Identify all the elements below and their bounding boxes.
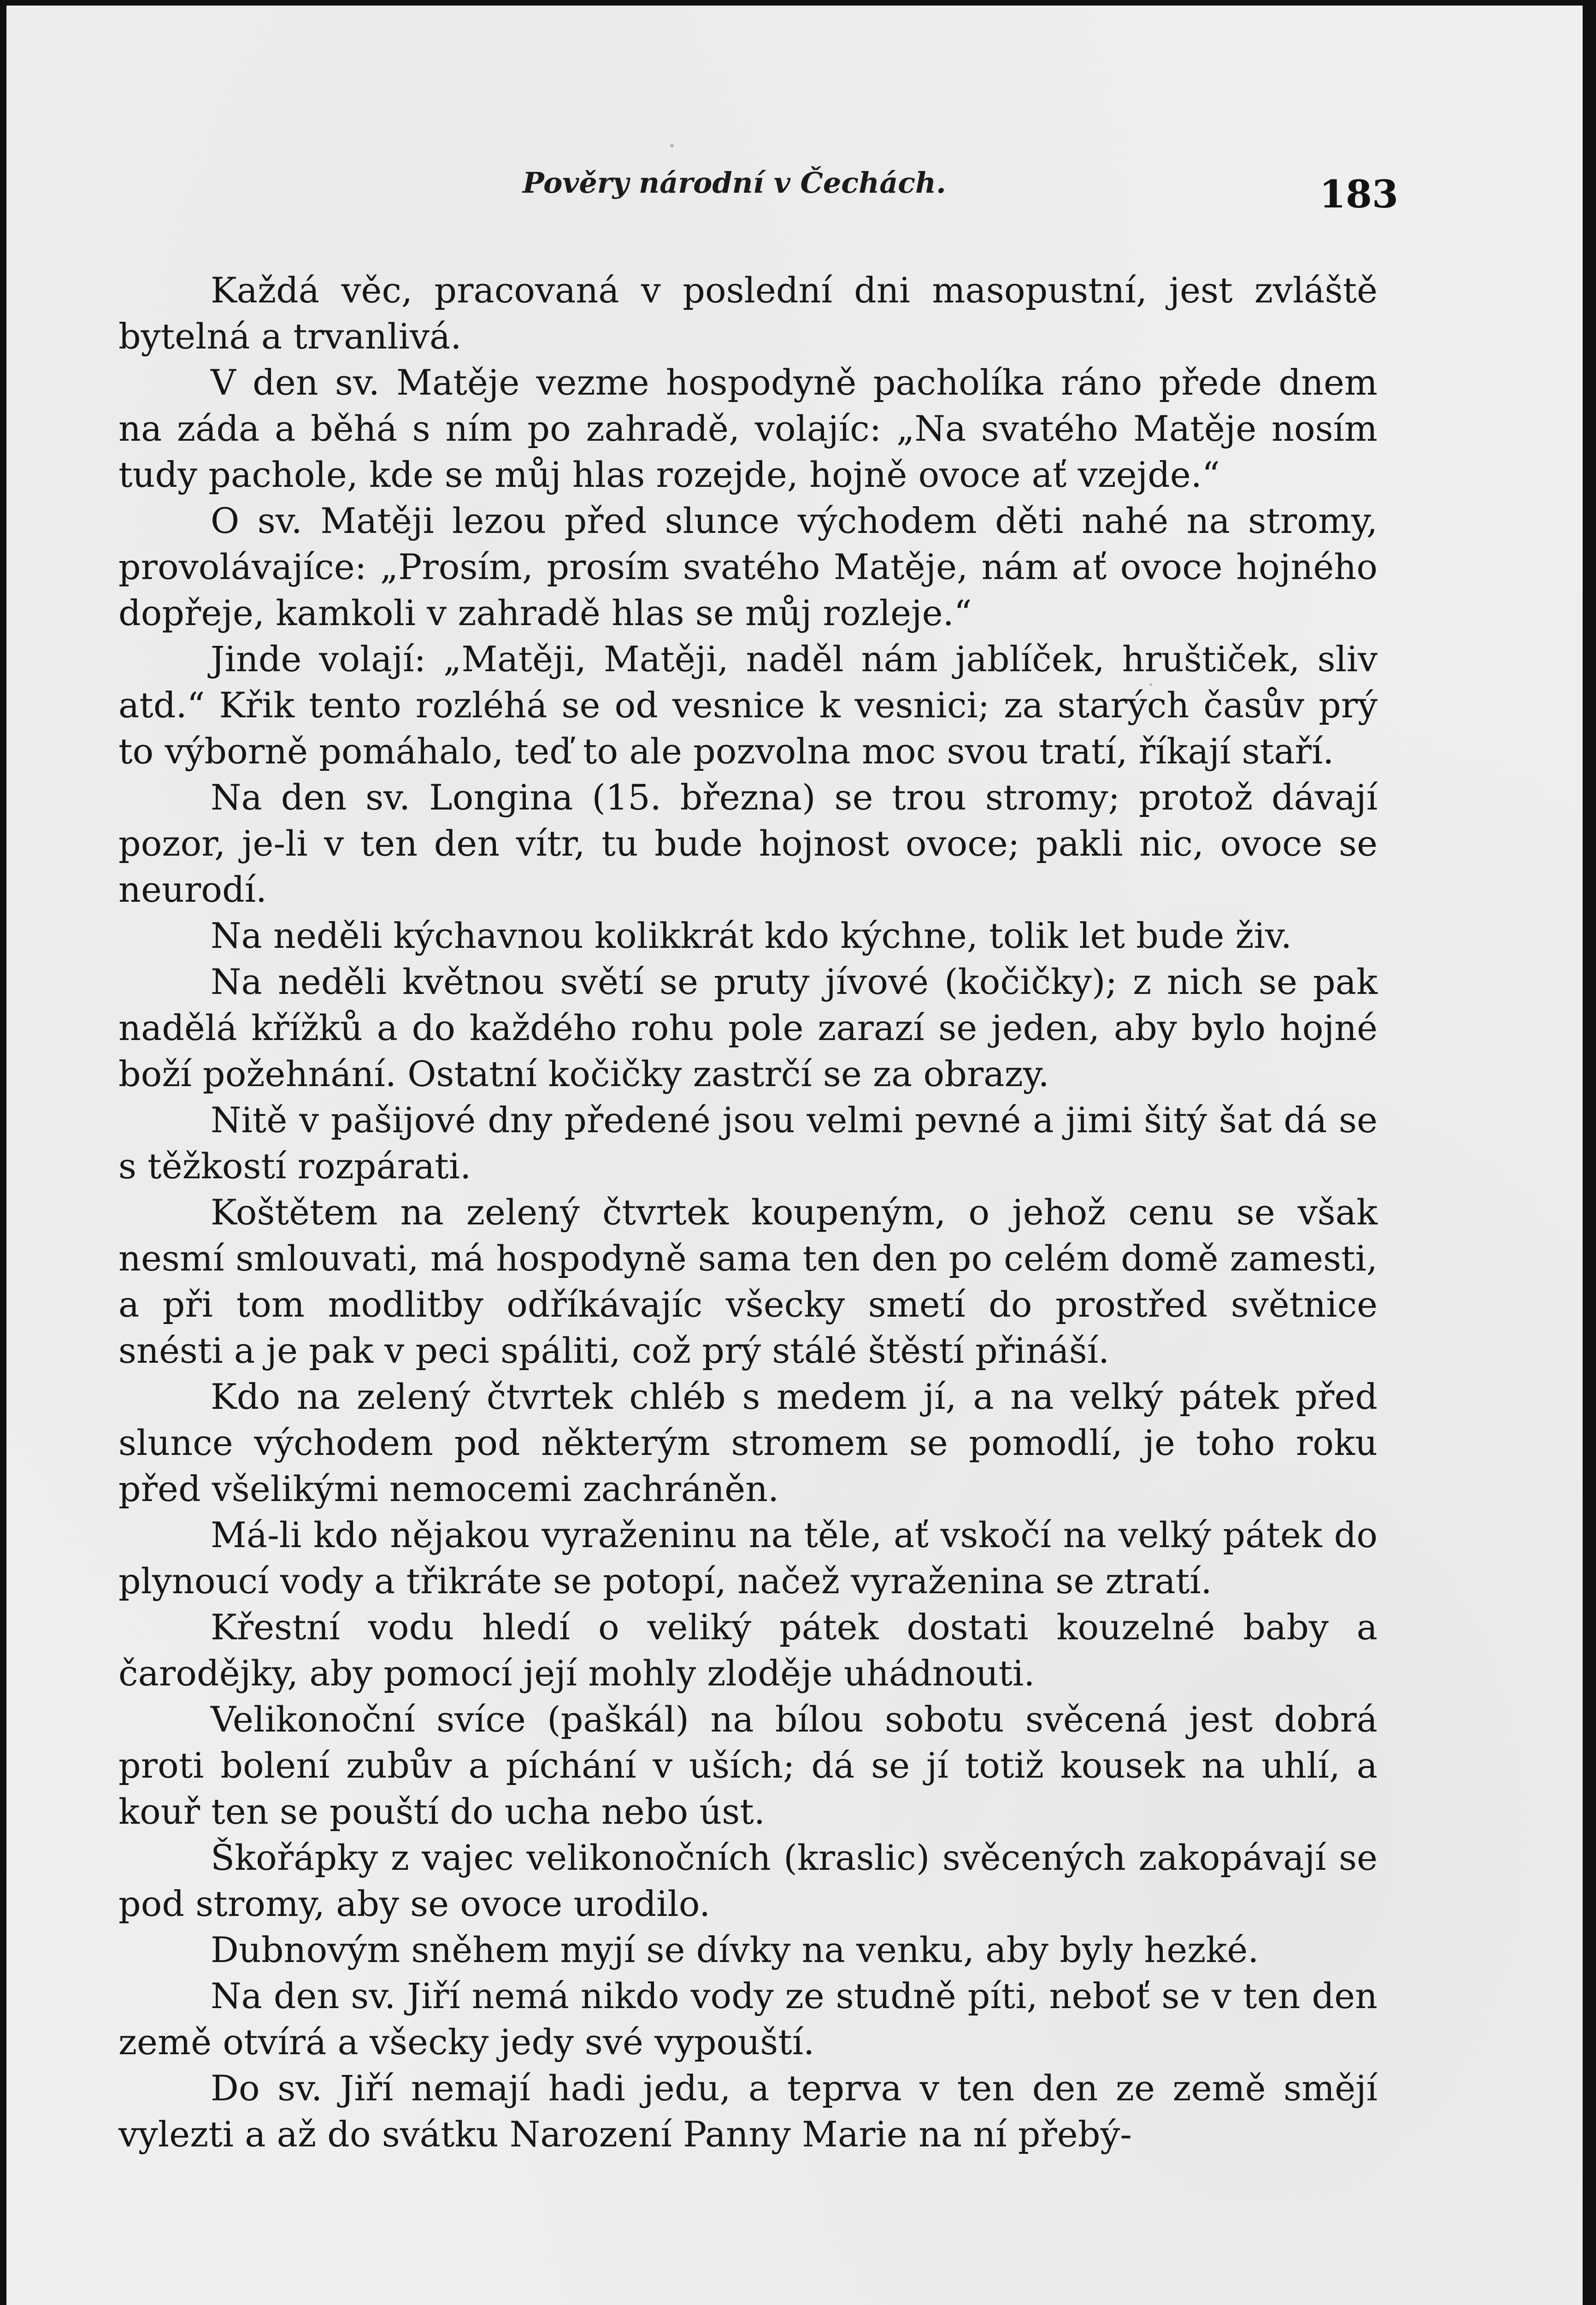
paragraph: Na neděli květnou světí se pruty jívové (kočičky); z nich se pak nadělá křížků a do každého rohu pole zarazí se jeden, aby bylo hojné boží požehnání. Ostatní kočičky zastrčí se za obrazy. — [118, 961, 1378, 1094]
paragraph: Na den sv. Longina (15. března) se trou stromy; protož dávají pozor, je-li v ten den vítr, tu bude hojnost ovoce; pakli nic, ovoce se neurodí. — [118, 777, 1378, 910]
paragraph: Křestní vodu hledí o veliký pátek dostati kouzelné baby a čarodějky, aby pomocí její mohly zloděje uhádnouti. — [118, 1607, 1378, 1694]
paragraph: Na neděli kýchavnou kolikkrát kdo kýchne, tolik let bude živ. — [211, 915, 1292, 956]
paragraph: Kdo na zelený čtvrtek chléb s medem jí, a na velký pátek před slunce východem pod některým stromem se pomodlí, je toho roku před všelikými nemocemi zachráněn. — [118, 1376, 1378, 1509]
paragraph: Škořápky z vajec velikonočních (kraslic) svěcených zakopávají se pod stromy, aby se ovoce urodilo. — [118, 1837, 1378, 1924]
paragraph: Do sv. Jiří nemají hadi jedu, a teprva v ten den ze země smějí vylezti a až do svátku Narození Panny Marie na ní přebý- — [118, 2068, 1378, 2155]
paragraph: O sv. Matěji lezou před slunce východem děti nahé na stromy, provolávajíce: „Prosím, prosím svatého Matěje, nám ať ovoce hojného dopřeje, kamkoli v zahradě hlas se můj rozleje.“ — [118, 500, 1378, 633]
page-number: 183 — [1319, 172, 1398, 217]
scan-speck — [670, 144, 674, 148]
paragraph: V den sv. Matěje vezme hospodyně pacholíka ráno přede dnem na záda a běhá s ním po zahradě, volajíc: „Na svatého Matěje nosím tudy pachole, kde se můj hlas rozejde, hojně ovoce ať vzejde.“ — [118, 362, 1378, 495]
paragraph: Koštětem na zelený čtvrtek koupeným, o jehož cenu se však nesmí smlouvati, má hospodyně sama ten den po celém domě zamesti, a při tom modlitby odříkávajíc všecky smetí do prostřed světnice snésti a je pak v peci spáliti, což prý stálé štěstí přináší. — [118, 1192, 1378, 1371]
book-page — [6, 6, 1583, 2305]
paragraph: Dubnovým sněhem myjí se dívky na venku, aby byly hezké. — [211, 1929, 1259, 1970]
scan-speck — [1149, 683, 1152, 686]
paragraph: Na den sv. Jiří nemá nikdo vody ze studně píti, neboť se v ten den země otvírá a všecky jedy své vypouští. — [118, 1975, 1378, 2063]
body-text — [118, 267, 1378, 2157]
scan-speck — [324, 1531, 328, 1535]
paragraph: Nitě v pašijové dny předené jsou velmi pevné a jimi šitý šat dá se s těžkostí rozpárati. — [118, 1099, 1378, 1187]
paragraph: Má-li kdo nějakou vyraženinu na těle, ať vskočí na velký pátek do plynoucí vody a třikráte se potopí, načež vyraženina se ztratí. — [118, 1514, 1378, 1602]
paragraph: Každá věc, pracovaná v poslední dni masopustní, jest zvláště bytelná a trvanlivá. — [118, 270, 1378, 357]
running-head: Pověry národní v Čechách. — [523, 166, 946, 200]
paragraph: Jinde volají: „Matěji, Matěji, naděl nám jablíček, hruštiček, sliv atd.“ Křik tento rozléhá se od vesnice k vesnici; za starých časův prý to výborně pomáhalo, teď to ale pozvolna moc svou tratí, říkají staří. — [118, 638, 1378, 772]
scan-speck — [1371, 1011, 1373, 1013]
paragraph: Velikonoční svíce (paškál) na bílou sobotu svěcená jest dobrá proti bolení zubův a píchání v uších; dá se jí totiž kousek na uhlí, a kouř ten se pouští do ucha nebo úst. — [118, 1699, 1378, 1832]
